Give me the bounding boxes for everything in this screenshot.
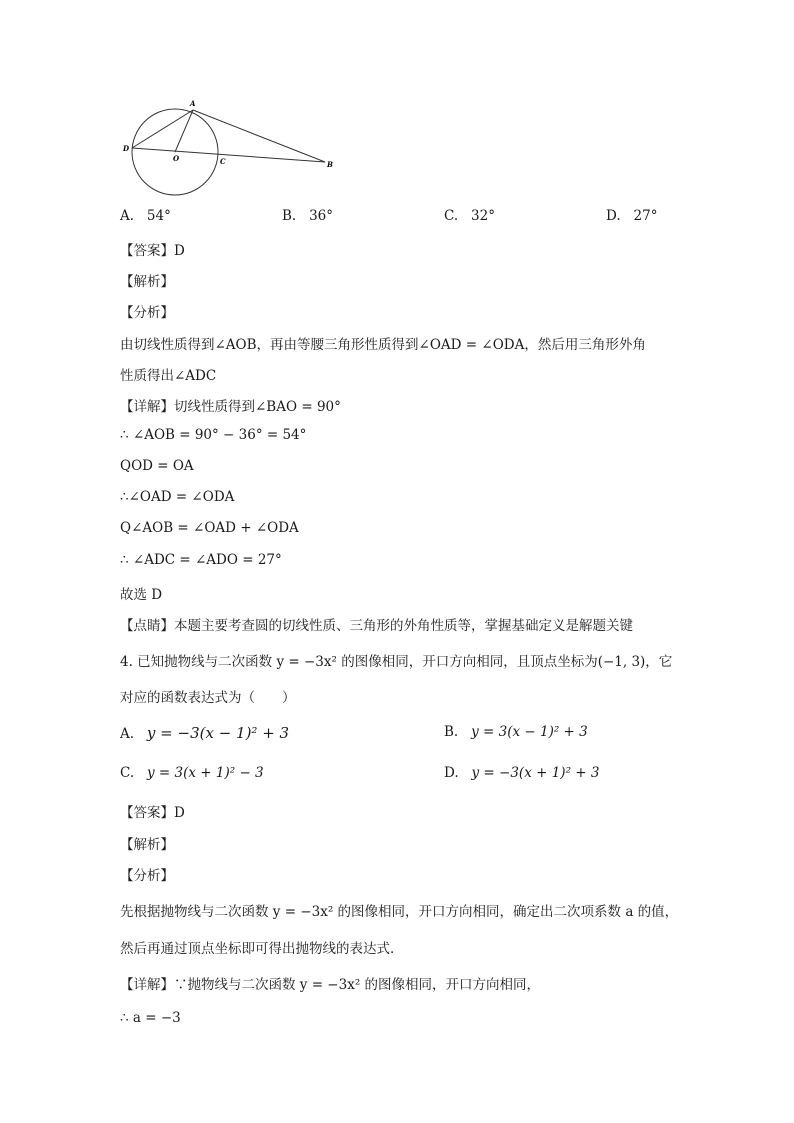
label-b: B <box>327 160 333 169</box>
option-text: 36° <box>309 208 334 224</box>
option-key: C. <box>444 208 459 224</box>
option-key: D. <box>606 208 621 224</box>
q3-choose: 故选 D <box>120 587 163 603</box>
segment-ao <box>175 110 193 152</box>
q4-option-d <box>444 765 599 781</box>
q3-fenxi-heading: 【分析】 <box>120 305 174 321</box>
label-a: A <box>190 99 196 108</box>
circle-tangent-diagram <box>118 98 350 202</box>
q4-fenxi-heading: 【分析】 <box>120 868 174 884</box>
q4-option-c <box>120 765 264 781</box>
option-key: A. <box>120 208 135 224</box>
option-key: B. <box>282 208 297 224</box>
q4-option-b <box>444 724 588 740</box>
q4-stem-line-2: 对应的函数表达式为（ ） <box>120 690 296 706</box>
q3-detail-line-1: 【详解】切线性质得到∠BAO = 90° <box>120 399 341 415</box>
q4-option-a <box>120 724 289 742</box>
label-c: C <box>220 157 226 166</box>
q3-jiexi-heading: 【解析】 <box>120 274 174 290</box>
q3-option-a <box>120 208 171 224</box>
q4-answer: 【答案】D <box>120 805 185 821</box>
label-d: D <box>123 144 130 153</box>
q4-stem-line-1: 4. 已知抛物线与二次函数 y = −3x² 的图像相同，开口方向相同，且顶点坐标为(−1, 3)，它 <box>120 654 673 670</box>
label-o: O <box>173 154 180 163</box>
option-key: A. <box>120 726 135 742</box>
q3-detail-line-3: QOD = OA <box>120 458 194 474</box>
q3-detail-line-4: ∴∠OAD = ∠ODA <box>120 489 235 505</box>
q3-detail-line-6: ∴ ∠ADC = ∠ADO = 27° <box>120 552 282 568</box>
q3-detail-line-2: ∴ ∠AOB = 90° − 36° = 54° <box>120 427 307 443</box>
option-text: y = 3(x + 1)² − 3 <box>147 765 264 781</box>
segment-ad <box>132 110 193 148</box>
q3-answer: 【答案】D <box>120 243 185 259</box>
q4-jiexi-heading: 【解析】 <box>120 837 174 853</box>
q4-analysis-line-1: 先根据抛物线与二次函数 y = −3x² 的图像相同，开口方向相同，确定出二次项系数 a 的值， <box>120 904 679 920</box>
q4-analysis-line-2: 然后再通过顶点坐标即可得出抛物线的表达式． <box>120 941 404 957</box>
q3-option-b <box>282 208 333 224</box>
option-text: y = 3(x − 1)² + 3 <box>471 724 588 740</box>
option-key: D. <box>444 765 459 781</box>
q3-option-d <box>606 208 657 224</box>
option-text: y = −3(x + 1)² + 3 <box>471 765 600 781</box>
option-text: 27° <box>633 208 658 224</box>
q3-analysis-line-1: 由切线性质得到∠AOB，再由等腰三角形性质得到∠OAD = ∠ODA，然后用三角形外角 <box>120 337 646 353</box>
q4-detail-line-2: ∴ a = −3 <box>120 1010 181 1026</box>
q3-detail-line-5: Q∠AOB = ∠OAD + ∠ODA <box>120 520 299 536</box>
option-text: 54° <box>146 208 171 224</box>
q4-detail-line-1: 【详解】∵抛物线与二次函数 y = −3x² 的图像相同，开口方向相同， <box>120 977 541 993</box>
q3-analysis-line-2: 性质得出∠ADC <box>120 368 217 384</box>
option-text: 32° <box>471 208 495 224</box>
q3-option-c <box>444 208 495 224</box>
q3-comment: 【点睛】本题主要考查圆的切线性质、三角形的外角性质等，掌握基础定义是解题关键 <box>120 618 633 634</box>
option-key: C. <box>120 765 135 781</box>
option-text: y = −3(x − 1)² + 3 <box>146 724 290 742</box>
option-key: B. <box>444 724 459 740</box>
